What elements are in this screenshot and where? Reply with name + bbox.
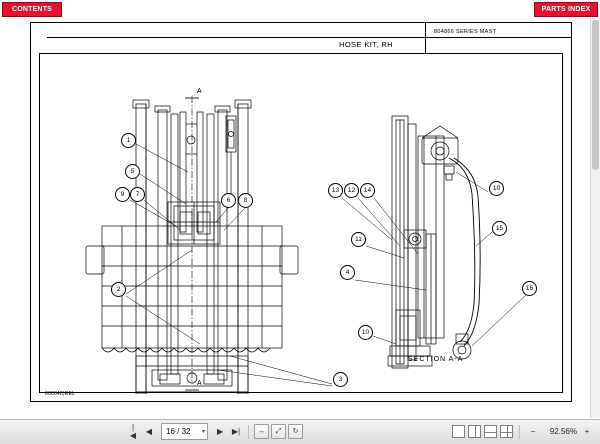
toolbar-separator <box>248 425 249 439</box>
contents-tab[interactable]: CONTENTS <box>2 2 62 17</box>
callout-14[interactable]: 14 <box>360 183 375 198</box>
vertical-scrollbar[interactable] <box>590 18 600 418</box>
callout-5[interactable]: 5 <box>125 164 140 179</box>
toolbar-separator-2 <box>519 425 520 439</box>
parts-index-tab[interactable]: PARTS INDEX <box>534 2 598 17</box>
callout-8[interactable]: 8 <box>238 193 253 208</box>
zoom-out-button[interactable]: − <box>526 423 540 440</box>
callout-3[interactable]: 3 <box>333 372 348 387</box>
drawing-series: 804866 SERIES MAST <box>434 29 497 35</box>
callout-7[interactable]: 7 <box>130 187 145 202</box>
section-label: SECTION A-A <box>408 356 464 363</box>
callout-4[interactable]: 4 <box>340 265 355 280</box>
title-divider-vertical <box>425 23 426 53</box>
fit-width-button[interactable]: ↔ <box>254 424 269 439</box>
title-divider <box>47 37 571 38</box>
chevron-down-icon[interactable]: ▾ <box>202 429 206 435</box>
continuous-scroll-icon[interactable] <box>484 425 497 438</box>
zoom-level-value: 92.56% <box>549 427 577 436</box>
section-mark-top: A <box>197 88 202 95</box>
facing-page-view-icon[interactable] <box>468 425 481 438</box>
callout-9[interactable]: 9 <box>115 187 130 202</box>
callout-1[interactable]: 1 <box>121 133 136 148</box>
grid-view-icon[interactable] <box>500 425 513 438</box>
callout-10-upper[interactable]: 10 <box>489 181 504 196</box>
viewer-toolbar <box>0 419 600 444</box>
section-mark-bottom: A <box>197 380 202 387</box>
zoom-in-button[interactable]: + <box>580 423 594 440</box>
callout-11[interactable]: 11 <box>351 232 366 247</box>
single-page-view-icon[interactable] <box>452 425 465 438</box>
title-block <box>39 23 563 53</box>
top-navigation-bar <box>0 0 600 18</box>
page-number-input[interactable] <box>161 423 208 440</box>
drawing-code: 808048)REL <box>45 391 76 397</box>
page-number-value: 16 / 32 <box>166 427 191 436</box>
next-page-button[interactable]: ▶ <box>213 423 227 440</box>
previous-page-button[interactable]: ◀ <box>142 423 156 440</box>
scrollbar-thumb[interactable] <box>592 20 599 170</box>
callout-15[interactable]: 15 <box>492 221 507 236</box>
drawing-title: HOSE KIT, RH <box>339 40 393 49</box>
first-page-button[interactable]: |◀ <box>126 423 140 440</box>
view-and-zoom-group <box>452 423 594 440</box>
page-navigation-group <box>126 423 303 440</box>
callout-13[interactable]: 13 <box>328 183 343 198</box>
callout-10-lower[interactable]: 10 <box>358 325 373 340</box>
fit-page-button[interactable]: ⤢ <box>271 424 286 439</box>
drawing-sheet <box>30 22 572 402</box>
callout-6[interactable]: 6 <box>221 193 236 208</box>
last-page-button[interactable]: ▶| <box>229 423 243 440</box>
drawing-canvas <box>40 54 564 394</box>
callout-16[interactable]: 16 <box>522 281 537 296</box>
callout-2[interactable]: 2 <box>111 282 126 297</box>
callout-12[interactable]: 12 <box>344 183 359 198</box>
rotate-button[interactable]: ↻ <box>288 424 303 439</box>
drawing-frame <box>39 53 563 393</box>
